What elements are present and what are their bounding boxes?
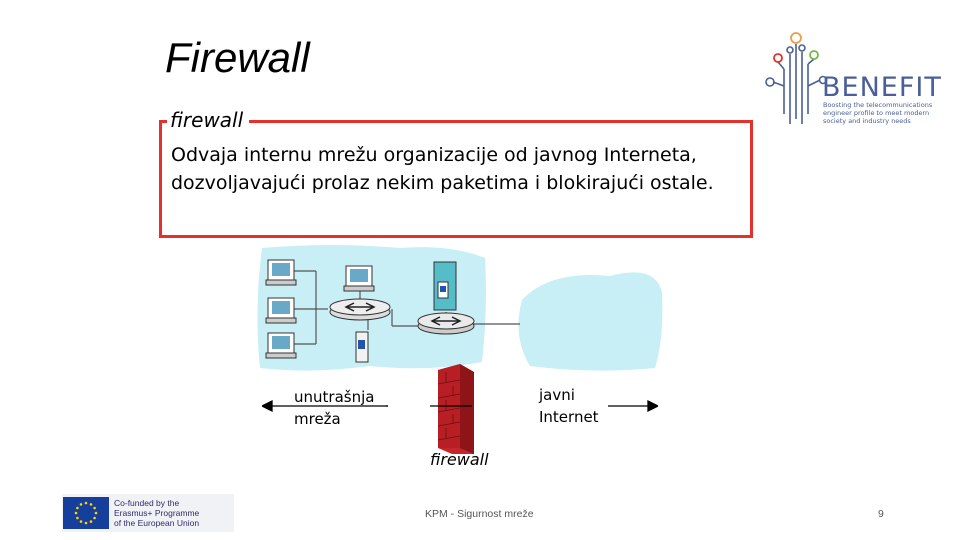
firewall-caption: firewall	[430, 450, 489, 469]
server-icon	[356, 332, 368, 362]
pc-icon	[266, 298, 296, 323]
definition-term: firewall	[167, 108, 249, 132]
logo-tagline: Boosting the telecommunications engineer profile to meet modern society and industry needs	[823, 101, 933, 125]
eu-cofunded-text: Co-funded by the Erasmus+ Programme of the European Union	[114, 498, 200, 528]
logo-name: BENEFIT	[822, 72, 942, 103]
internal-network-label: unutrašnja mreža	[294, 388, 375, 428]
pc-icon	[266, 333, 296, 358]
public-internet-label: javni Internet	[539, 386, 599, 426]
server-icon	[434, 262, 456, 310]
slide-title: Firewall	[165, 34, 310, 81]
router-icon	[418, 313, 474, 334]
pc-icon	[266, 260, 296, 285]
network-diagram	[250, 240, 670, 380]
eu-flag-icon	[63, 497, 109, 529]
slide-number: 9	[878, 508, 884, 520]
router-icon	[330, 299, 390, 320]
footer-text: KPM - Sigurnost mreže	[425, 508, 534, 520]
definition-text: Odvaja internu mrežu organizacije od javnog Interneta, dozvoljavajući prolaz nekim paketima i blokirajući ostale.	[171, 144, 714, 194]
public-internet-cloud	[518, 272, 662, 370]
pc-icon	[344, 266, 374, 291]
